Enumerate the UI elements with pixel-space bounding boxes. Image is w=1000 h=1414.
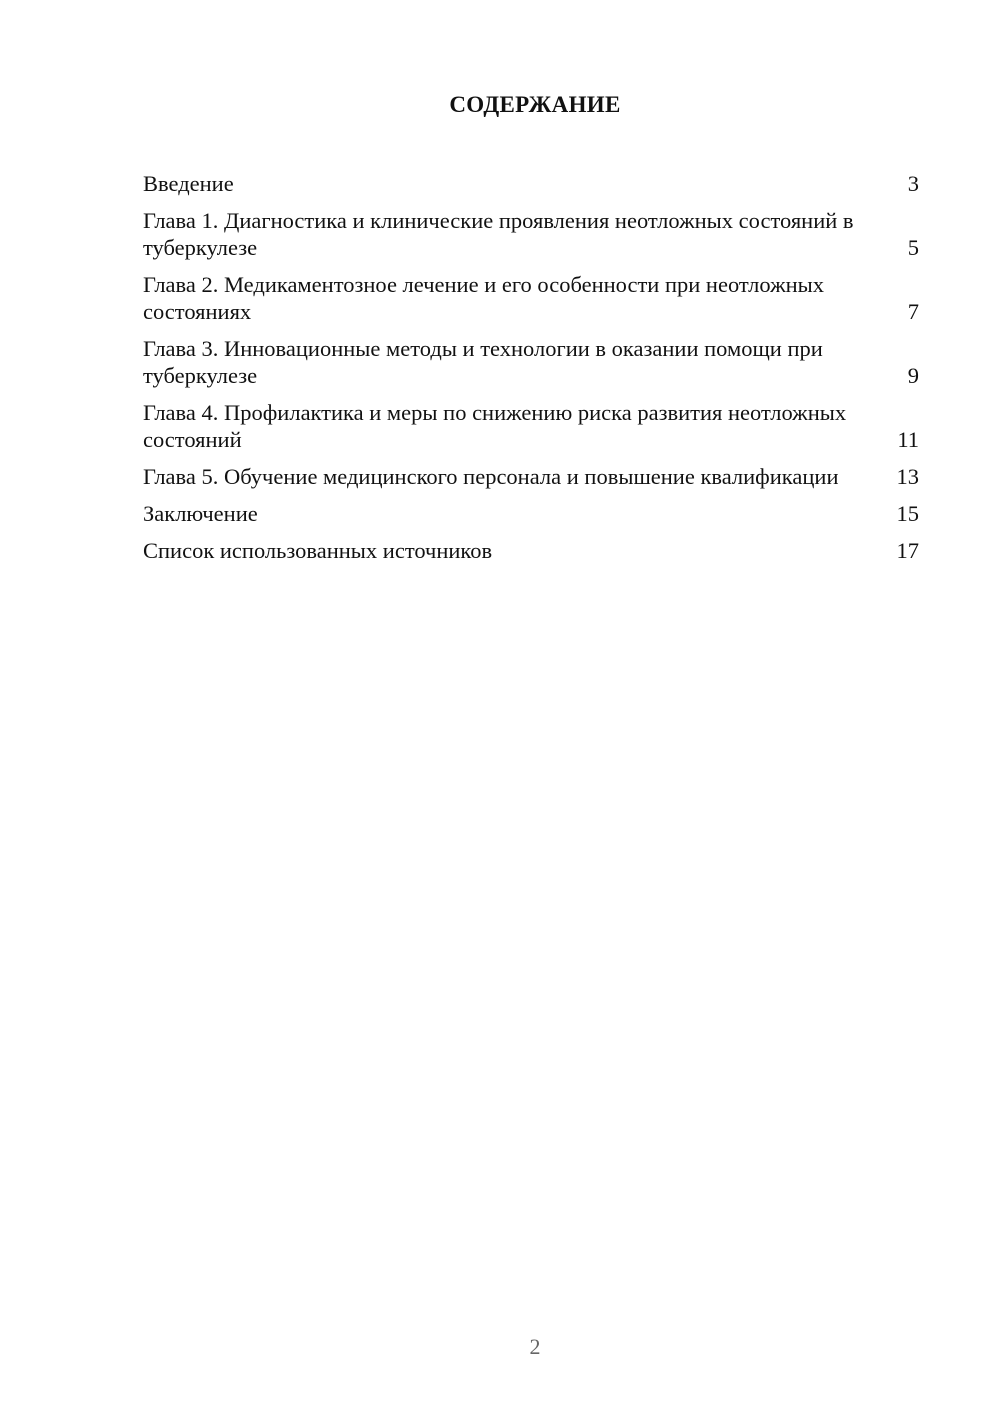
toc-entry-chapter-1[interactable]: [143, 207, 919, 261]
toc-entry-label: Глава 5. Обучение медицинского персонала и повышение квалификации: [143, 464, 839, 489]
toc-entry-chapter-3[interactable]: [143, 335, 919, 389]
toc-entry-page: 9: [907, 363, 919, 388]
toc-entry-introduction[interactable]: [143, 170, 919, 197]
toc-entry-label: Глава 1. Диагностика и клинические проявления неотложных состояний в туберкулезе: [143, 208, 854, 260]
toc-entry-page: 17: [896, 538, 919, 563]
toc-entry-label: Список использованных источников: [143, 538, 493, 563]
toc-entry-label: Заключение: [143, 501, 258, 526]
toc-entry-page: 5: [907, 235, 919, 260]
toc-entry-references[interactable]: [143, 537, 919, 564]
toc-entry-page: 13: [896, 464, 919, 489]
toc-entry-chapter-5[interactable]: [143, 463, 919, 490]
toc-entry-page: 11: [897, 427, 919, 452]
toc-entry-page: 15: [896, 501, 919, 526]
toc-entry-page: 3: [907, 171, 919, 196]
toc-entry-label: Глава 3. Инновационные методы и технологии в оказании помощи при туберкулезе: [143, 336, 823, 388]
toc-entry-label: Введение: [143, 171, 234, 196]
toc-entry-label: Глава 2. Медикаментозное лечение и его особенности при неотложных состояниях: [143, 272, 825, 324]
page-number: 2: [529, 1334, 541, 1359]
table-of-contents: [143, 170, 919, 574]
toc-entry-page: 7: [907, 299, 919, 324]
toc-entry-chapter-4[interactable]: [143, 399, 919, 453]
toc-title: СОДЕРЖАНИЕ: [449, 92, 621, 117]
toc-entry-label: Глава 4. Профилактика и меры по снижению риска развития неотложных состояний: [143, 400, 847, 452]
toc-entry-chapter-2[interactable]: [143, 271, 919, 325]
toc-entry-conclusion[interactable]: [143, 500, 919, 527]
